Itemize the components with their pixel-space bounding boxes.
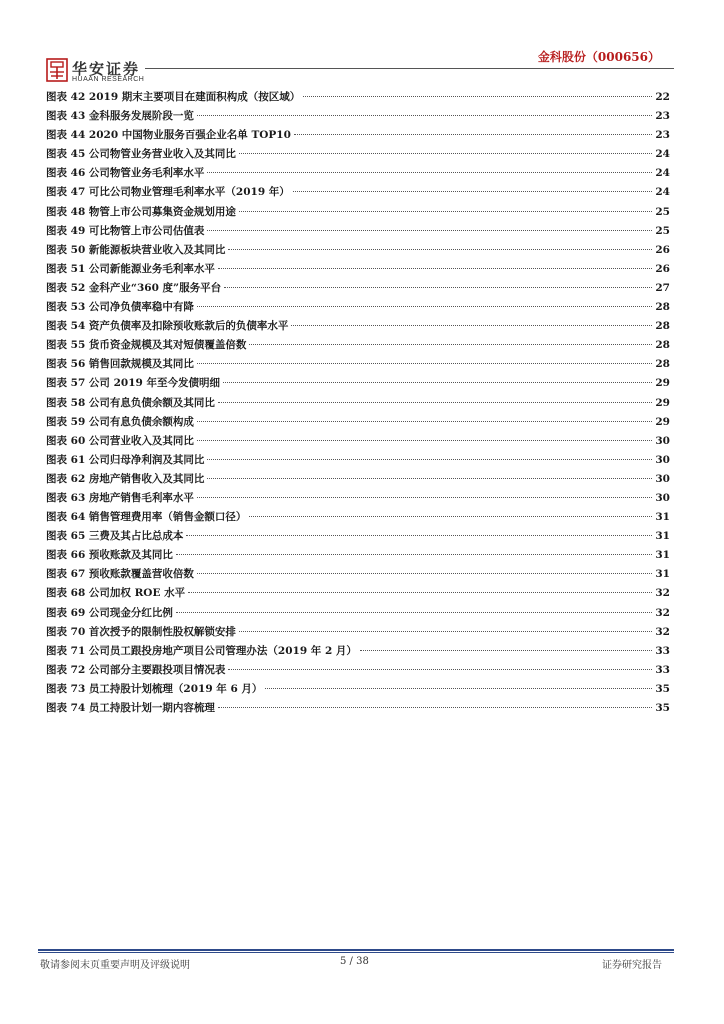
toc-entry[interactable] <box>46 184 670 203</box>
toc-entry-title: 图表 65 三费及其占比总成本 <box>46 530 184 543</box>
toc-entry[interactable] <box>46 433 670 452</box>
dot-leader <box>228 249 652 250</box>
toc-entry[interactable] <box>46 547 670 566</box>
toc-entry[interactable] <box>46 108 670 127</box>
dot-leader <box>218 707 652 708</box>
toc-entry[interactable] <box>46 395 670 414</box>
toc-entry-page: 28 <box>655 320 670 333</box>
toc-entry-page: 35 <box>655 682 670 695</box>
toc-entry-page: 31 <box>655 549 670 562</box>
dot-leader <box>239 153 652 154</box>
toc-entry-page: 33 <box>655 644 670 657</box>
toc-entry-page: 23 <box>655 110 670 123</box>
toc-entry[interactable] <box>46 318 670 337</box>
toc-entry[interactable] <box>46 280 670 299</box>
dot-leader <box>223 382 652 383</box>
toc-entry[interactable] <box>46 605 670 624</box>
toc-entry-title: 图表 63 房地产销售毛利率水平 <box>46 491 194 504</box>
toc-entry-page: 28 <box>655 358 670 371</box>
dot-leader <box>176 554 652 555</box>
toc-entry[interactable] <box>46 643 670 662</box>
toc-entry-title: 图表 59 公司有息负债余额构成 <box>46 415 194 428</box>
dot-leader <box>207 230 652 231</box>
toc-entry[interactable] <box>46 146 670 165</box>
toc-entry[interactable] <box>46 566 670 585</box>
dot-leader <box>197 115 652 116</box>
toc-entry-page: 27 <box>655 281 670 294</box>
toc-entry-page: 32 <box>655 606 670 619</box>
dot-leader <box>197 306 652 307</box>
dot-leader <box>294 134 652 135</box>
toc-entry-title: 图表 56 销售回款规模及其同比 <box>46 358 194 371</box>
logo-text-en: HUAAN RESEARCH <box>72 76 145 83</box>
dot-leader <box>249 516 652 517</box>
toc-entry-page: 31 <box>655 511 670 524</box>
toc-entry-title: 图表 49 可比物管上市公司估值表 <box>46 224 205 237</box>
dot-leader <box>293 191 653 192</box>
toc-entry-page: 24 <box>655 186 670 199</box>
header-divider <box>145 68 674 69</box>
toc-entry-page: 29 <box>655 396 670 409</box>
toc-entry[interactable] <box>46 414 670 433</box>
toc-entry-page: 26 <box>655 243 670 256</box>
dot-leader <box>360 650 652 651</box>
dot-leader <box>188 592 652 593</box>
footer-divider <box>38 949 674 951</box>
toc-entry-page: 33 <box>655 663 670 676</box>
toc-entry-page: 30 <box>655 453 670 466</box>
toc-entry-title: 图表 48 物管上市公司募集资金规划用途 <box>46 205 236 218</box>
toc-entry-title: 图表 50 新能源板块营业收入及其同比 <box>46 243 226 256</box>
toc-entry-title: 图表 68 公司加权 ROE 水平 <box>46 587 186 600</box>
page-number: 5 / 38 <box>340 956 369 967</box>
dot-leader <box>265 688 652 689</box>
toc-entry[interactable] <box>46 89 670 108</box>
toc-entry-page: 28 <box>655 301 670 314</box>
toc-entry[interactable] <box>46 299 670 318</box>
toc-entry-page: 24 <box>655 167 670 180</box>
brand-logo <box>46 58 146 84</box>
toc-entry[interactable] <box>46 528 670 547</box>
footer-divider-thin <box>38 952 674 953</box>
toc-entry-title: 图表 62 房地产销售收入及其同比 <box>46 472 205 485</box>
toc-entry-title: 图表 61 公司归母净利润及其同比 <box>46 453 205 466</box>
dot-leader <box>239 631 652 632</box>
toc-entry-title: 图表 66 预收账款及其同比 <box>46 549 173 562</box>
toc-entry-title: 图表 67 预收账款覆盖营收倍数 <box>46 568 194 581</box>
toc-entry-page: 31 <box>655 568 670 581</box>
toc-entry-title: 图表 72 公司部分主要跟投项目情况表 <box>46 663 226 676</box>
toc-entry[interactable] <box>46 261 670 280</box>
toc-entry-title: 图表 44 2020 中国物业服务百强企业名单 TOP10 <box>46 129 291 142</box>
toc-entry[interactable] <box>46 662 670 681</box>
dot-leader <box>197 440 652 441</box>
toc-entry-title: 图表 60 公司营业收入及其同比 <box>46 434 194 447</box>
toc-entry-page: 32 <box>655 587 670 600</box>
toc-entry-page: 24 <box>655 148 670 161</box>
dot-leader <box>197 363 652 364</box>
dot-leader <box>228 669 652 670</box>
toc-entry-page: 25 <box>655 224 670 237</box>
toc-entry[interactable] <box>46 624 670 643</box>
toc-entry[interactable] <box>46 242 670 261</box>
toc-entry[interactable] <box>46 204 670 223</box>
footer-disclaimer: 敬请参阅末页重要声明及评级说明 <box>40 960 190 971</box>
toc-entry[interactable] <box>46 127 670 146</box>
toc-entry-page: 26 <box>655 262 670 275</box>
toc-entry-title: 图表 47 可比公司物业管理毛利率水平（2019 年） <box>46 186 290 199</box>
toc-entry-title: 图表 43 金科服务发展阶段一览 <box>46 110 194 123</box>
toc-entry-title: 图表 42 2019 期末主要项目在建面积构成（按区域） <box>46 91 301 103</box>
toc-entry[interactable] <box>46 585 670 604</box>
toc-entry[interactable] <box>46 681 670 700</box>
toc-entry-title: 图表 71 公司员工跟投房地产项目公司管理办法（2019 年 2 月） <box>46 644 357 657</box>
toc-entry-title: 图表 52 金科产业“360 度”服务平台 <box>46 281 222 294</box>
dot-leader <box>239 211 652 212</box>
toc-entry[interactable] <box>46 337 670 356</box>
company-title: 金科股份（000656） <box>537 50 660 64</box>
toc-entry-page: 35 <box>655 702 670 714</box>
toc-entry-title: 图表 70 首次授予的限制性股权解锁安排 <box>46 625 236 638</box>
toc-entry[interactable] <box>46 375 670 394</box>
toc-entry[interactable] <box>46 490 670 509</box>
dot-leader <box>291 325 652 326</box>
toc-entry-title: 图表 46 公司物管业务毛利率水平 <box>46 167 205 180</box>
dot-leader <box>197 573 652 574</box>
dot-leader <box>207 172 652 173</box>
toc-entry-page: 30 <box>655 491 670 504</box>
toc-entry-title: 图表 69 公司现金分红比例 <box>46 606 173 619</box>
dot-leader <box>218 402 652 403</box>
toc-entry-page: 32 <box>655 625 670 638</box>
dot-leader <box>218 268 652 269</box>
dot-leader <box>197 421 652 422</box>
figure-index-list <box>46 89 670 719</box>
toc-entry-page: 29 <box>655 415 670 428</box>
toc-entry-page: 30 <box>655 472 670 485</box>
toc-entry-title: 图表 51 公司新能源业务毛利率水平 <box>46 262 215 275</box>
dot-leader <box>249 344 652 345</box>
toc-entry-page: 22 <box>655 91 670 103</box>
toc-entry-title: 图表 74 员工持股计划一期内容梳理 <box>46 702 215 714</box>
toc-entry[interactable] <box>46 452 670 471</box>
dot-leader <box>303 96 652 97</box>
toc-entry-title: 图表 45 公司物管业务营业收入及其同比 <box>46 148 236 161</box>
toc-entry-page: 28 <box>655 339 670 352</box>
dot-leader <box>207 459 652 460</box>
dot-leader <box>224 287 652 288</box>
dot-leader <box>207 478 652 479</box>
toc-entry[interactable] <box>46 509 670 528</box>
logo-text-cn: 华安证券 <box>72 60 141 78</box>
toc-entry-title: 图表 73 员工持股计划梳理（2019 年 6 月） <box>46 682 263 695</box>
toc-entry[interactable] <box>46 165 670 184</box>
logo-emblem-icon <box>46 58 68 82</box>
dot-leader <box>186 535 652 536</box>
toc-entry-title: 图表 58 公司有息负债余额及其同比 <box>46 396 215 409</box>
toc-entry-page: 25 <box>655 205 670 218</box>
toc-entry-title: 图表 64 销售管理费用率（销售金额口径） <box>46 511 247 524</box>
toc-entry[interactable] <box>46 223 670 242</box>
toc-entry-title: 图表 53 公司净负债率稳中有降 <box>46 301 194 314</box>
footer-report-type: 证券研究报告 <box>602 960 662 971</box>
toc-entry[interactable] <box>46 700 670 719</box>
toc-entry[interactable] <box>46 471 670 490</box>
toc-entry[interactable] <box>46 356 670 375</box>
dot-leader <box>176 612 652 613</box>
toc-entry-title: 图表 54 资产负债率及扣除预收账款后的负债率水平 <box>46 320 289 333</box>
toc-entry-title: 图表 55 货币资金规模及其对短债覆盖倍数 <box>46 339 247 352</box>
toc-entry-page: 31 <box>655 530 670 543</box>
dot-leader <box>197 497 652 498</box>
toc-entry-page: 29 <box>655 377 670 390</box>
toc-entry-page: 30 <box>655 434 670 447</box>
toc-entry-title: 图表 57 公司 2019 年至今发债明细 <box>46 377 220 390</box>
toc-entry-page: 23 <box>655 129 670 142</box>
